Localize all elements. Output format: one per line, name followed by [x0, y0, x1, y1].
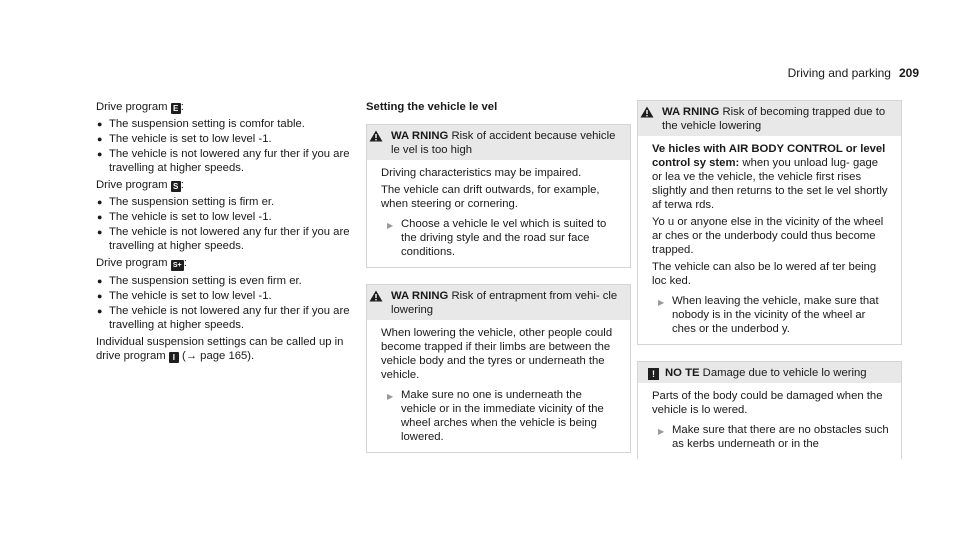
action-step: ▶ Make sure no one is underneath the vehicle or in the immediate vicinity of the wheel arches when the vehicle is being lowered.	[387, 389, 604, 443]
arrow-right-icon: ▶	[387, 392, 394, 401]
list-item: ● The suspension setting is even firm er.	[97, 275, 302, 287]
list-item: ● The suspension setting is comfor table.	[97, 118, 305, 130]
page-number: 209	[898, 66, 919, 80]
warning-heading: Risk of becoming trapped due to the vehicle lowering	[662, 106, 886, 132]
action-step: ▶ When leaving the vehicle, make sure that nobody is in the vicinity of the wheel ar ches or the underbod y.	[658, 295, 879, 335]
warning-header	[367, 285, 630, 320]
warning-body	[367, 320, 630, 452]
warning-label: WA RNING	[391, 290, 449, 302]
drive-program-heading: Drive program E :	[96, 101, 184, 113]
drive-program-e-icon: E	[171, 103, 181, 114]
warning-box-trapped	[637, 100, 902, 345]
drive-program-s-plus	[96, 256, 361, 332]
drive-program-heading: Drive program S+ :	[96, 257, 187, 269]
arrow-right-icon: ▶	[658, 427, 665, 436]
note-label: NO TE	[665, 367, 700, 379]
list-item: ● The vehicle is set to low level -1.	[97, 133, 272, 145]
note-box-damage	[637, 361, 902, 459]
notice-icon: !	[648, 368, 659, 380]
bullet-list	[96, 274, 361, 332]
list-item: ● The vehicle is not lowered any fur ther if you are travelling at higher speeds.	[97, 148, 350, 174]
warning-paragraph: Ve hicles with AIR BODY CONTROL or level control sy stem: when you unload lug- gage or lea ve the vehicle, the vehicle first rises slightly and then returns to the set le vel shortly af terwa rds.	[652, 143, 888, 211]
drive-program-heading: Drive program S :	[96, 179, 184, 191]
page-reference-link[interactable]: (→ page 165).	[181, 350, 255, 362]
column-warnings	[637, 100, 902, 459]
warning-paragraph: The vehicle can also be lo wered af ter being loc ked.	[652, 261, 877, 287]
warning-label: WA RNING	[391, 130, 449, 142]
warning-box-accident	[366, 124, 631, 268]
list-item: ● The vehicle is not lowered any fur ther if you are travelling at higher speeds.	[97, 305, 350, 331]
note-body	[638, 383, 901, 459]
warning-paragraph: The vehicle can drift outwards, for example, when steering or cornering.	[381, 184, 600, 210]
warning-heading: Risk of entrapment from vehi- cle lowering	[391, 290, 618, 316]
warning-label: WA RNING	[662, 106, 720, 118]
drive-program-s-plus-icon: S+	[171, 260, 184, 271]
action-step: ▶ Make sure that there are no obstacles such as kerbs underneath or in the	[658, 424, 889, 450]
arrow-right-icon: ▶	[658, 298, 665, 307]
warning-paragraph: Yo u or anyone else in the vicinity of the wheel ar ches or the underbody could thus become trapped.	[652, 216, 884, 256]
section-heading: Setting the vehicle le vel	[366, 101, 498, 113]
bullet-list	[96, 117, 361, 175]
warning-box-entrapment	[366, 284, 631, 453]
list-item: ● The suspension setting is firm er.	[97, 196, 275, 208]
column-drive-programs	[96, 100, 361, 366]
vehicles-lead: Ve hicles with AIR BODY CONTROL or level control sy stem:	[652, 143, 886, 169]
warning-body	[638, 136, 901, 344]
column-vehicle-level	[366, 100, 631, 469]
section-title: Driving and parking	[787, 66, 891, 80]
note-header	[638, 362, 901, 383]
warning-triangle-icon	[640, 106, 654, 118]
drive-program-e	[96, 100, 361, 175]
arrow-right-icon: ▶	[387, 221, 394, 230]
warning-body	[367, 160, 630, 267]
drive-program-s-icon: S	[171, 181, 181, 192]
list-item: ● The vehicle is not lowered any fur ther if you are travelling at higher speeds.	[97, 226, 350, 252]
note-paragraph: Parts of the body could be damaged when the vehicle is lo wered.	[652, 390, 883, 416]
warning-header	[367, 125, 630, 160]
bullet-list	[96, 195, 361, 253]
drive-program-individual-icon: I	[169, 352, 179, 363]
warning-heading: Risk of accident because vehicle le vel is too high	[391, 130, 616, 156]
warning-header	[638, 101, 901, 136]
warning-triangle-icon	[369, 130, 383, 142]
list-item: ● The vehicle is set to low level -1.	[97, 211, 272, 223]
warning-paragraph: Driving characteristics may be impaired.	[381, 167, 582, 179]
drive-program-s	[96, 178, 361, 253]
warning-paragraph: When lowering the vehicle, other people could become trapped if their limbs are between the vehicle body and the tyres or underneath the vehicle.	[381, 327, 613, 381]
page-header	[788, 66, 919, 80]
warning-triangle-icon	[369, 290, 383, 302]
individual-settings-text: Individual suspension settings can be called up in drive program I (→ page 165).	[96, 336, 344, 362]
note-heading: Damage due to vehicle lo wering	[702, 367, 867, 379]
list-item: ● The vehicle is set to low level -1.	[97, 290, 272, 302]
action-step: ▶ Choose a vehicle le vel which is suited to the driving style and the road sur face conditions.	[387, 218, 607, 258]
